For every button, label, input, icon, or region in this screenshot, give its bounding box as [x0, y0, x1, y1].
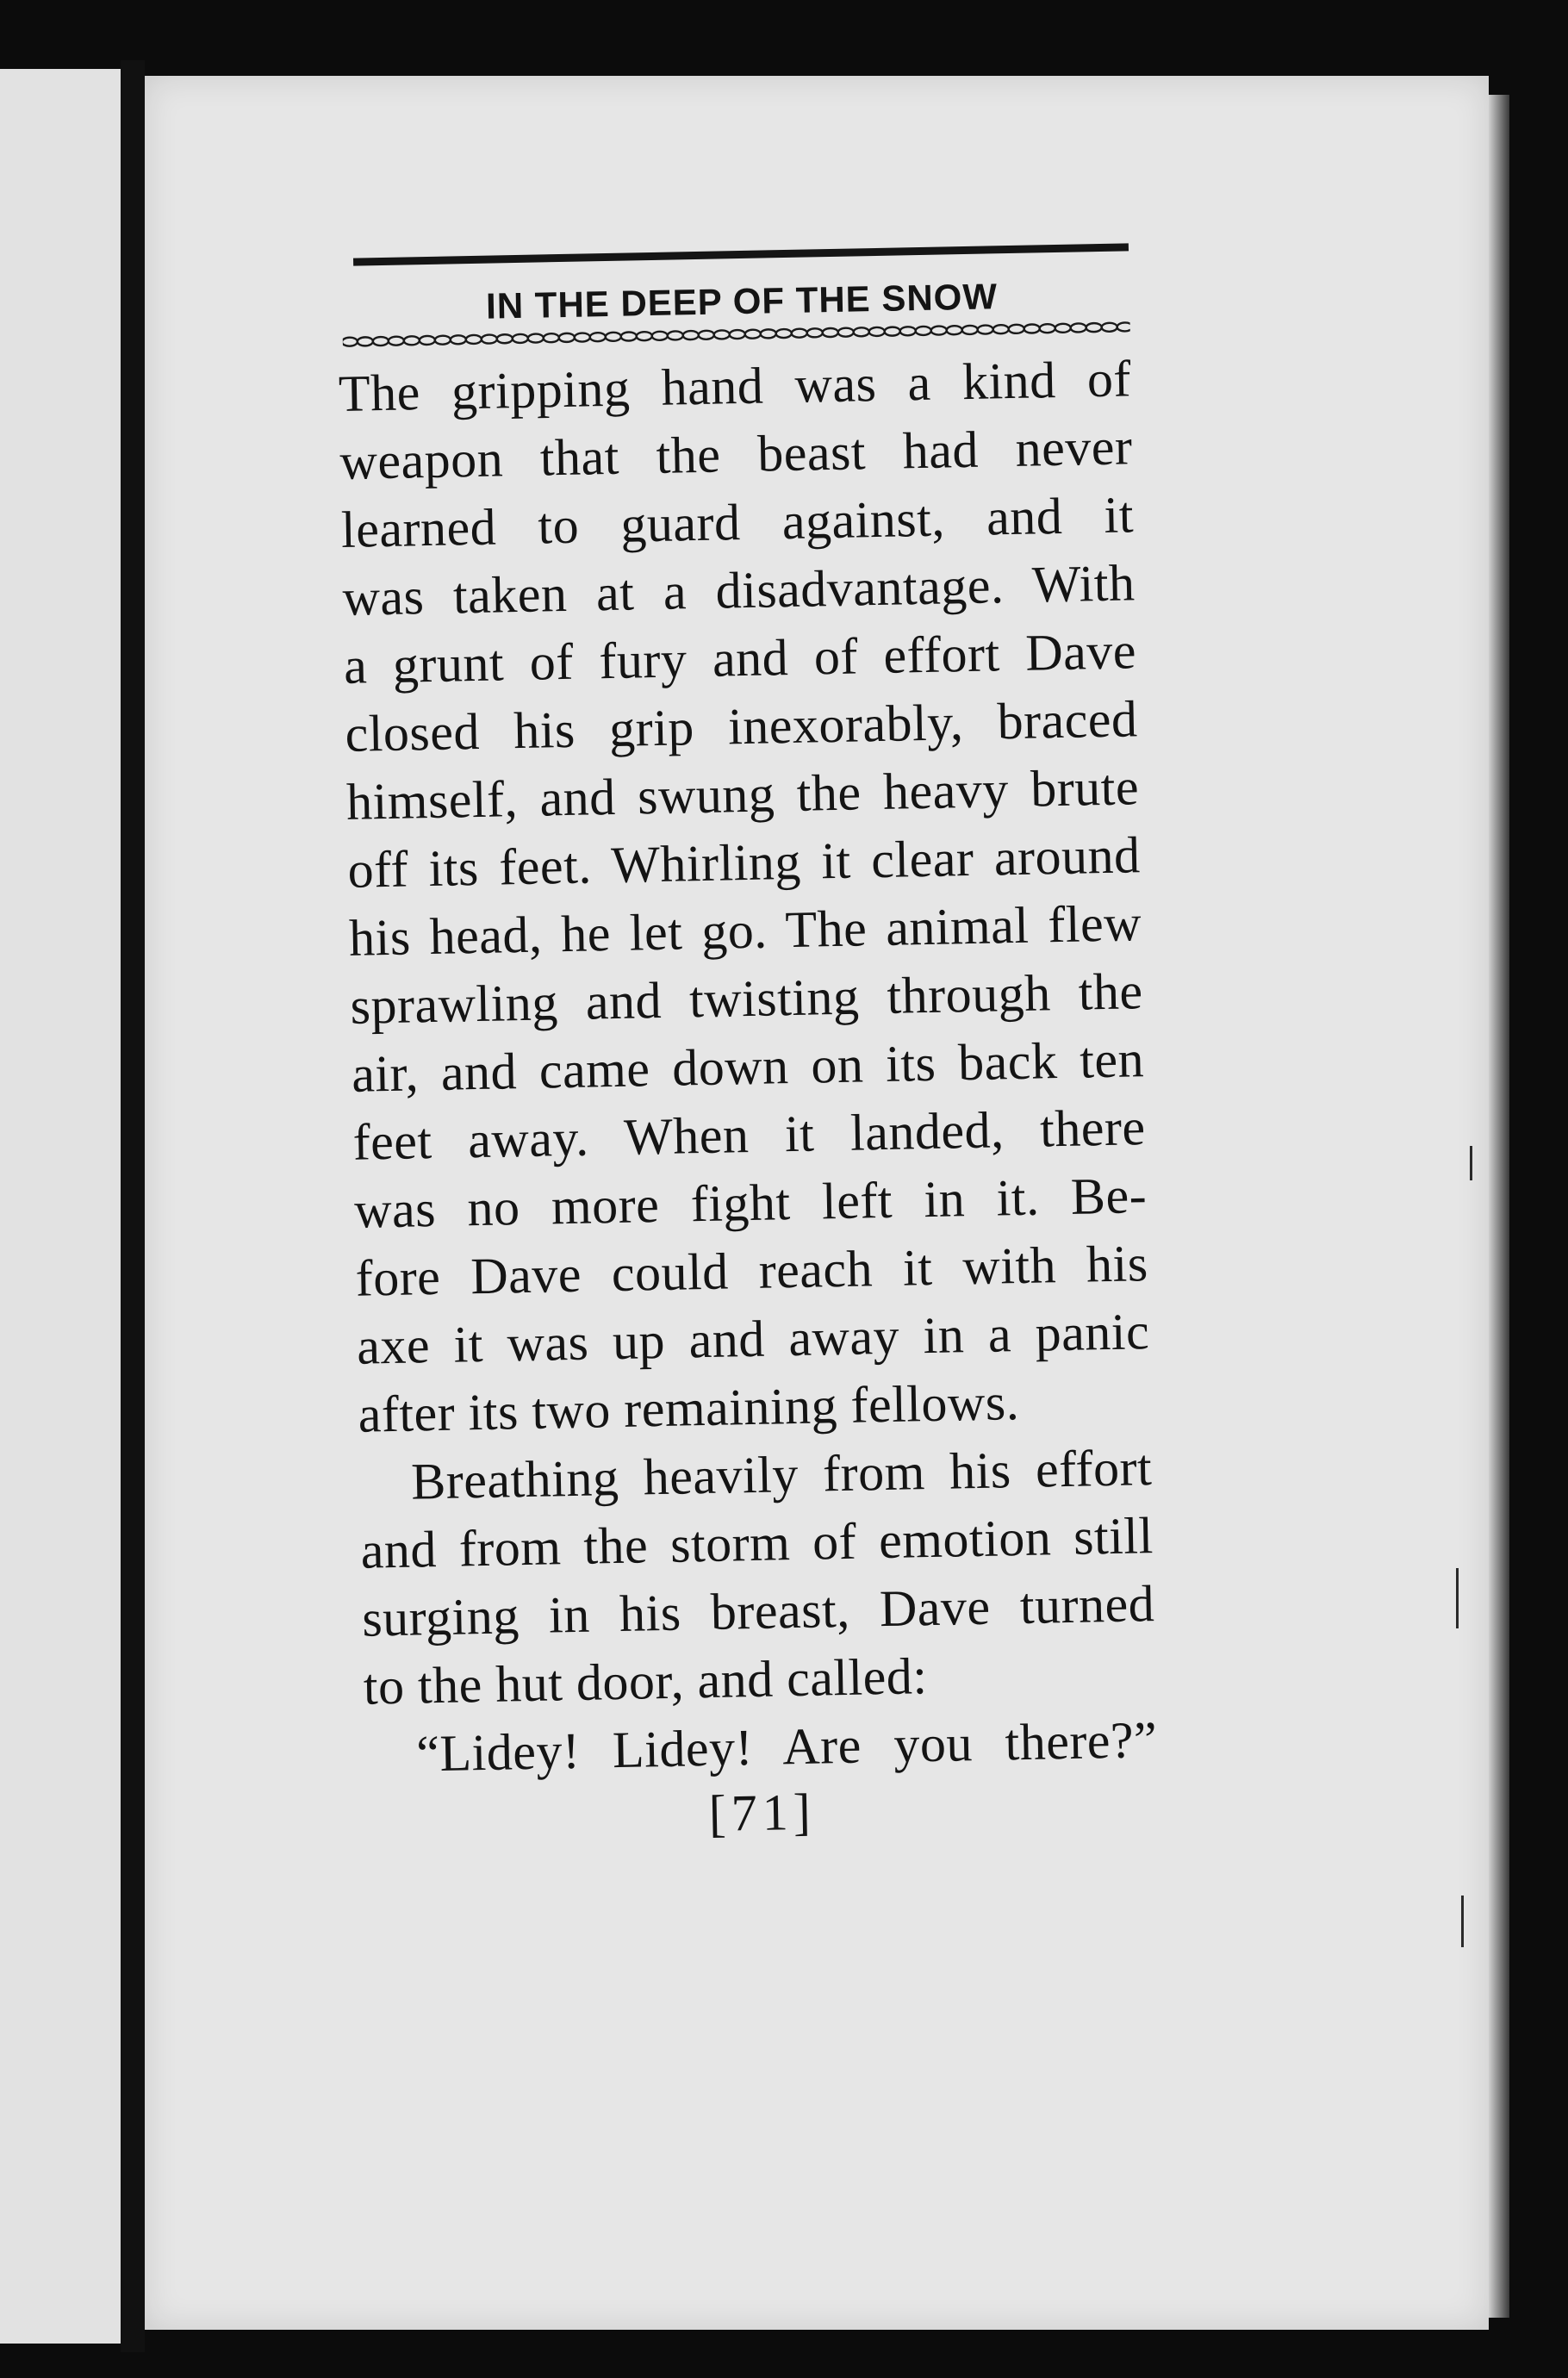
text-line: off its feet. Whirling it clear around [346, 826, 1142, 899]
text-line: air, and came down on its back ten [351, 1030, 1145, 1103]
text-line: and from the storm of emotion still [360, 1507, 1154, 1579]
chain-link [528, 333, 544, 342]
chain-link [931, 326, 947, 334]
chain-link [575, 333, 590, 341]
text-line: Breathing heavily from his effort [410, 1439, 1153, 1510]
text-line: after its two remaining fellows. [358, 1373, 1020, 1443]
chain-link [513, 334, 528, 343]
chain-link [590, 333, 606, 341]
chain-link [652, 332, 668, 340]
paragraph-1 [338, 345, 1151, 1448]
chain-link [373, 337, 389, 345]
text-line: closed his grip inexorably, braced [344, 690, 1139, 763]
chain-link [683, 331, 699, 339]
text-line: “Lidey! Lidey! Are you there?” [415, 1711, 1158, 1783]
chain-link [482, 334, 497, 343]
chain-link [1071, 323, 1086, 332]
chain-link [668, 331, 683, 339]
chain-link [466, 335, 482, 344]
text-line: weapon that the beast had never [339, 418, 1133, 490]
chain-link [792, 329, 807, 338]
chain-link [1117, 322, 1130, 331]
chain-link [823, 328, 838, 337]
chain-link [869, 327, 885, 336]
page-number: [71] [708, 1783, 817, 1843]
chain-link [730, 330, 745, 339]
text-line: The gripping hand was a kind of [338, 350, 1132, 422]
text-line: to the hut door, and called: [363, 1647, 929, 1715]
chain-link [1055, 324, 1071, 333]
chain-link [745, 330, 761, 339]
chain-link [559, 333, 575, 342]
margin-tick [1470, 1146, 1472, 1180]
chain-link [1086, 323, 1102, 332]
text-line: sprawling and twisting through the [350, 962, 1144, 1035]
chain-link [544, 333, 559, 342]
paragraph-2 [359, 1434, 1157, 1721]
chain-link [900, 327, 916, 335]
body-text [338, 345, 1158, 1789]
running-head: IN THE DEEP OF THE SNOW [485, 276, 999, 327]
text-line: learned to guard against, and it [340, 486, 1135, 558]
page-fore-edge [1489, 95, 1509, 2318]
chain-link [714, 330, 730, 339]
chain-link [497, 334, 513, 343]
text-line: his head, he let go. The animal flew [348, 894, 1142, 967]
text-line: himself, and swung the heavy brute [345, 758, 1140, 831]
chain-link [621, 332, 637, 340]
chain-link [761, 329, 776, 338]
chain-link [699, 331, 714, 339]
chain-link [637, 332, 652, 340]
chain-link [389, 337, 404, 345]
chain-link [358, 337, 373, 345]
chain-link [420, 336, 435, 345]
chain-link [993, 325, 1009, 333]
text-line: fore Dave could reach it with his [355, 1235, 1149, 1307]
text-line: was no more fight left in it. Be- [353, 1167, 1148, 1239]
chain-link [1102, 323, 1117, 332]
chain-link [916, 327, 931, 335]
chain-link [1024, 324, 1040, 333]
chain-link [606, 333, 621, 341]
chain-link [1009, 325, 1024, 333]
text-line: axe it was up and away in a panic [356, 1303, 1150, 1375]
chain-link [343, 338, 358, 346]
chain-link [1040, 324, 1055, 333]
chain-link [807, 328, 823, 337]
chain-link [838, 327, 854, 336]
chain-link [962, 326, 978, 334]
chain-link [854, 327, 869, 336]
chain-link [451, 335, 466, 344]
margin-tick [1456, 1568, 1459, 1628]
text-line: was taken at a disadvantage. With [341, 554, 1136, 626]
chain-link [435, 335, 451, 344]
text-block [336, 243, 1159, 1850]
binding-gutter [121, 60, 145, 2352]
facing-page-edge [0, 69, 129, 2344]
paragraph-3 [364, 1706, 1158, 1790]
chain-link [404, 336, 420, 345]
text-line: a grunt of fury and of effort Dave [343, 622, 1137, 694]
chain-link [978, 325, 993, 333]
margin-tick [1461, 1896, 1464, 1947]
chain-link [885, 327, 900, 335]
chain-link [947, 326, 962, 334]
text-line: feet away. When it landed, there [352, 1099, 1147, 1171]
chain-link [776, 329, 792, 338]
text-line: surging in his breast, Dave turned [361, 1575, 1155, 1647]
